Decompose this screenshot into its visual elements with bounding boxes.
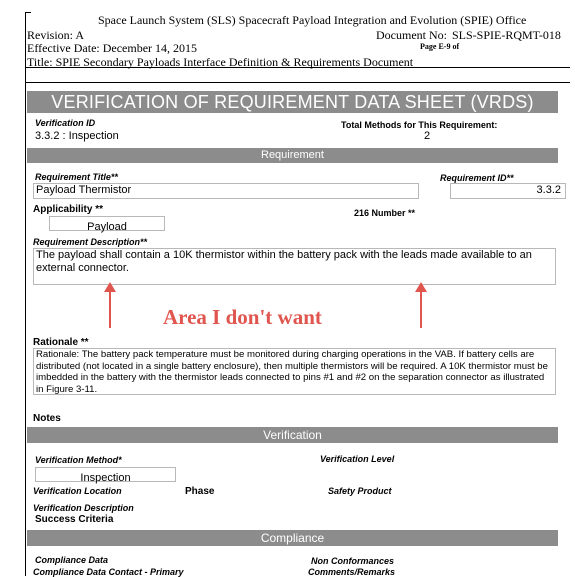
annotation-text: Area I don't want bbox=[163, 305, 322, 329]
rationale-label: Rationale ** bbox=[33, 337, 89, 348]
number-216-label: 216 Number ** bbox=[354, 208, 416, 218]
verification-id-label: Verification ID bbox=[35, 118, 96, 128]
header-rule-2 bbox=[25, 82, 570, 83]
document-no-label: Document No: bbox=[376, 28, 447, 42]
applicability-value: Payload bbox=[87, 221, 127, 233]
verification-method-field[interactable] bbox=[35, 467, 176, 482]
total-methods-label: Total Methods for This Requirement: bbox=[341, 120, 498, 130]
compliance-data-label: Compliance Data bbox=[35, 555, 109, 565]
office-name: Space Launch System (SLS) Spacecraft Payload Integration and Evolution (SPIE) Office bbox=[98, 13, 527, 27]
requirement-section-header: Requirement bbox=[27, 148, 558, 163]
requirement-id-label: Requirement ID** bbox=[440, 173, 514, 183]
requirement-description-value: The payload shall contain a 10K thermistor within the battery pack with the leads made available to an external connector. bbox=[36, 249, 532, 274]
requirement-description-field[interactable] bbox=[33, 248, 556, 285]
success-criteria-label: Success Criteria bbox=[35, 514, 114, 525]
verification-location-label: Verification Location bbox=[33, 486, 122, 496]
phase-label: Phase bbox=[185, 486, 215, 497]
comments-remarks-label: Comments/Remarks bbox=[308, 567, 396, 577]
requirement-title-label: Requirement Title** bbox=[35, 172, 118, 182]
requirement-description-label: Requirement Description** bbox=[33, 237, 148, 247]
requirement-title-value: Payload Thermistor bbox=[36, 184, 132, 196]
verification-id: 3.3.2 : Inspection bbox=[35, 130, 119, 142]
annotation-arrow-left bbox=[109, 290, 111, 328]
annotation-arrow-right bbox=[420, 290, 422, 328]
total-methods: 2 bbox=[424, 130, 431, 142]
rationale-value: Rationale: The battery pack temperature must be monitored during charging operations in the VAB. If battery cells are distributed (not located in a single battery enclosure), then multiple thermistors will be required. A 10K thermistor must be imbedded in the battery with the thermistor leads connected to pins #1 and #2 on the separation connector as illustrated in Figure 3-11. bbox=[36, 349, 548, 395]
page-number: Page E-9 of bbox=[420, 42, 460, 51]
vrds-banner: VERIFICATION OF REQUIREMENT DATA SHEET (VRDS) bbox=[27, 91, 558, 113]
compliance-section-header: Compliance bbox=[27, 530, 558, 546]
verification-method-label: Verification Method* bbox=[35, 455, 122, 465]
requirement-id-field[interactable] bbox=[450, 183, 566, 199]
non-conformances-label: Non Conformances bbox=[311, 556, 395, 566]
compliance-data-contact-label: Compliance Data Contact - Primary bbox=[33, 567, 184, 577]
applicability-label: Applicability ** bbox=[33, 204, 104, 215]
verification-section-header: Verification bbox=[27, 427, 558, 443]
document-title: Title: SPIE Secondary Payloads Interface Definition & Requirements Document bbox=[27, 55, 414, 69]
safety-product-label: Safety Product bbox=[328, 486, 392, 496]
effective-date: Effective Date: December 14, 2015 bbox=[27, 41, 198, 55]
requirement-title-field[interactable] bbox=[33, 183, 419, 199]
requirement-id-value: 3.3.2 bbox=[536, 184, 561, 196]
header-rule-top bbox=[25, 12, 31, 13]
revision: Revision: A bbox=[27, 28, 85, 42]
notes-label: Notes bbox=[33, 413, 61, 424]
applicability-field[interactable] bbox=[49, 216, 165, 231]
rationale-field[interactable] bbox=[33, 348, 556, 395]
verification-level-label: Verification Level bbox=[320, 454, 395, 464]
page-border-left bbox=[25, 12, 26, 576]
document-no: SLS-SPIE-RQMT-018 bbox=[452, 28, 561, 42]
verification-description-label: Verification Description bbox=[33, 503, 134, 513]
verification-method-value: Inspection bbox=[80, 472, 131, 484]
